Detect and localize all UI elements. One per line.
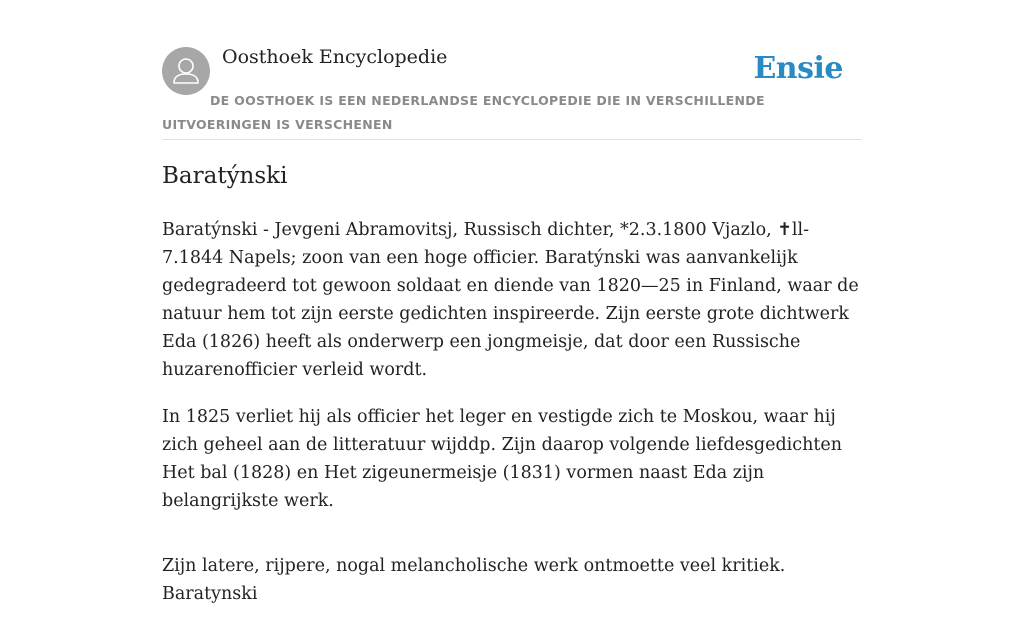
- article-paragraph: Zijn latere, rijpere, nogal melancholische werk ontmoette veel kritiek. Baratynski: [162, 556, 786, 604]
- publication-description: DE OOSTHOEK IS EEN NEDERLANDSE ENCYCLOPEDIE DIE IN VERSCHILLENDE UITVOERINGEN IS VERSCHENEN: [162, 93, 765, 132]
- avatar[interactable]: [162, 47, 210, 95]
- publication-name[interactable]: Oosthoek Encyclopedie: [222, 46, 448, 68]
- article-paragraph: Baratýnski - Jevgeni Abramovitsj, Russisch dichter, *2.3.1800 Vjazlo, ✝ll-7.1844 Napels; zoon van een hoge officier. Baratýnski was aanvankelijk gedegradeerd tot gewoon soldaat en diende van 1820—25 in Finland, waar de natuur hem tot zijn eerste gedichten inspireerde. Zijn eerste grote dichtwerk Eda (1826) heeft als onderwerp een jongmeisje, dat door een Russische huzarenofficier verleid wordt.: [162, 220, 859, 380]
- brand-logo[interactable]: Ensie: [753, 51, 843, 86]
- header-divider: [162, 139, 862, 140]
- user-icon: [162, 47, 210, 95]
- article-body: [162, 216, 862, 627]
- article-title: Baratýnski: [162, 163, 288, 189]
- article-paragraph: In 1825 verliet hij als officier het leger en vestigde zich te Moskou, waar hij zich geheel aan de litteratuur wijddp. Zijn daarop volgende liefdesgedichten Het bal (1828) en Het zigeunermeisje (1831) vormen naast Eda zijn belangrijkste werk.: [162, 407, 843, 511]
